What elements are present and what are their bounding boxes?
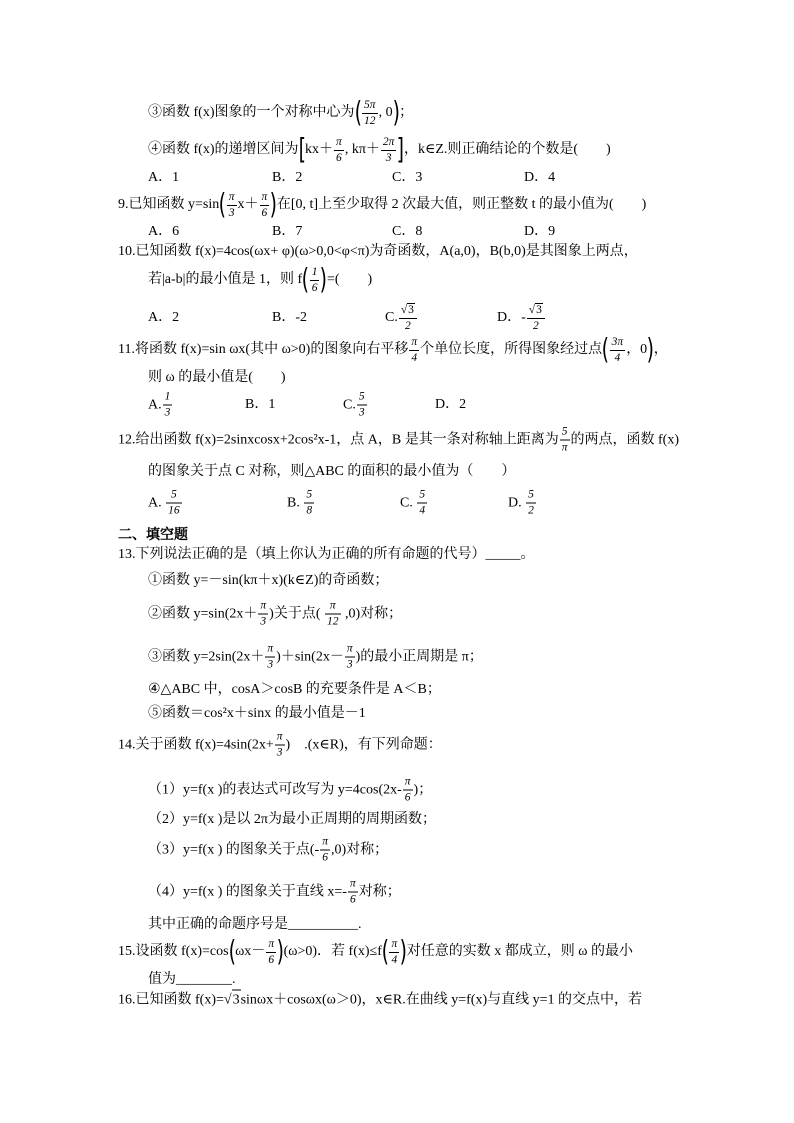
fraction-numerator: π — [329, 599, 336, 612]
radicand: 3 — [232, 990, 241, 1011]
fraction-numerator: π — [349, 877, 356, 890]
q8-statement-3 — [148, 98, 413, 128]
text-run: (ω>0)．若 f(x)≤f — [283, 944, 382, 959]
text-run: 若|a-b|的最小值是 1，则 f — [148, 272, 303, 287]
bracket: ( — [601, 333, 610, 366]
q8-statement-4 — [148, 135, 611, 165]
text-run: D．9 — [524, 224, 556, 239]
q13-item-2 — [148, 600, 402, 629]
fraction-numerator: π — [391, 937, 398, 950]
fraction — [403, 776, 413, 805]
fraction-denominator: π — [561, 441, 568, 454]
fraction — [417, 489, 427, 518]
option-c — [385, 303, 418, 333]
fraction-numerator: π — [261, 190, 268, 203]
radical-sign: √ — [400, 304, 408, 316]
text-run: 的图象关于点 C 对称，则△ABC 的面积的最小值为（ ） — [148, 464, 516, 479]
fraction — [357, 391, 367, 420]
text-run: 个单位长度，所得图象经过点 — [420, 342, 603, 357]
fraction — [163, 391, 173, 420]
fraction-numerator: π — [268, 937, 275, 950]
fraction-numerator: 5 — [528, 488, 534, 501]
square-root — [224, 990, 241, 1011]
text-run: D．- — [497, 310, 526, 325]
fraction — [275, 731, 285, 760]
fraction — [304, 489, 314, 518]
fraction-denominator: 6 — [403, 790, 413, 805]
text-run: ， — [653, 342, 668, 357]
text-run: 的两点，函数 f(x) — [570, 432, 680, 447]
option-c — [392, 222, 422, 242]
q11-stem-line-1 — [118, 335, 668, 365]
q14-item-1 — [148, 776, 432, 805]
text-run: D. — [508, 495, 526, 510]
fraction-denominator: 3 — [345, 657, 355, 672]
fraction-numerator: π — [411, 335, 418, 348]
fraction-denominator: 3 — [227, 205, 237, 220]
bracket: ( — [228, 935, 236, 968]
fraction-numerator — [399, 303, 417, 318]
fraction-denominator: 3 — [164, 406, 171, 419]
text-run: C. — [400, 495, 417, 510]
fraction — [527, 303, 545, 333]
text-run: B．2 — [272, 170, 303, 185]
text-run: )关于点( — [269, 606, 324, 621]
text-run: A．1 — [148, 170, 180, 185]
fraction — [325, 600, 341, 629]
fraction-denominator: 6 — [311, 281, 318, 294]
q13-item-5 — [148, 704, 366, 724]
radical-sign: √ — [528, 304, 536, 316]
fraction — [399, 303, 417, 333]
q16-stem-line-1 — [118, 990, 642, 1011]
fraction-denominator: 2 — [527, 318, 545, 333]
bracket: ( — [381, 935, 389, 968]
option-a — [148, 168, 179, 188]
text-run: 在[0, t]上至少取得 2 次最大值，则正整数 t 的最小值为( ) — [276, 197, 647, 212]
text-run: 15.设函数 f(x)=cos — [118, 944, 229, 959]
text-run: x＋ — [237, 197, 259, 212]
text-run: 11.将函数 f(x)=sin ωx(其中 ω>0)的图象向右平移 — [118, 342, 409, 357]
q13-item-1 — [148, 571, 388, 591]
fraction — [409, 336, 419, 365]
text-run: , 0 — [378, 105, 393, 120]
option-a — [148, 391, 173, 420]
fraction-denominator: 6 — [320, 850, 330, 865]
q14-answer-line — [148, 915, 362, 935]
text-run: ，0 — [626, 342, 648, 357]
q14-item-4 — [148, 878, 401, 907]
text-run: B. — [287, 495, 304, 510]
bracket: ) — [646, 333, 655, 366]
option-b — [245, 395, 275, 415]
fraction-numerator: π — [336, 135, 342, 148]
text-run: （4）y=f(x ) 的图象关于直线 x=- — [148, 884, 347, 899]
fraction — [166, 489, 182, 518]
text-run: ) .(x∈R)，有下列命题： — [285, 737, 442, 752]
text-run: C. — [343, 397, 356, 412]
text-run: ,0)对称； — [341, 606, 403, 621]
radical-sign: √ — [223, 992, 232, 1008]
q13-item-3 — [148, 643, 483, 672]
fraction — [381, 136, 397, 165]
text-run: ⑤函数＝cos²x＋sinx 的最小值是－1 — [148, 706, 366, 721]
option-d — [508, 489, 537, 518]
text-run: 12.给出函数 f(x)=2sinxcosx+2cos²x-1，点 A，B 是其一条对称轴上距离为 — [118, 432, 559, 447]
text-run: 值为________. — [148, 972, 236, 987]
text-run: ③函数 f(x)图象的一个对称中心为 — [148, 105, 355, 120]
fraction-denominator: 3 — [358, 406, 365, 419]
text-run: C．8 — [392, 224, 423, 239]
fraction-denominator: 4 — [419, 504, 426, 517]
text-run: =( ) — [327, 272, 373, 287]
fraction-denominator: 4 — [389, 952, 399, 967]
text-run: ωx－ — [235, 944, 266, 959]
text-run: ①函数 y=－sin(kπ＋x)(k∈Z)的奇函数； — [148, 573, 389, 588]
fraction-numerator: 5π — [364, 98, 376, 111]
text-run: ③函数 y=2sin(2x＋ — [148, 649, 265, 664]
text-run: )＋sin(2x－ — [276, 649, 344, 664]
fraction — [334, 136, 344, 165]
text-run: B．7 — [272, 224, 303, 239]
option-b — [272, 222, 302, 242]
text-run: A. — [148, 495, 166, 510]
fraction — [265, 643, 275, 672]
text-run: ； — [399, 105, 414, 120]
text-run: ，k∈Z.则正确结论的个数是( ) — [403, 142, 611, 157]
bracket: ) — [320, 263, 328, 296]
text-run: 14.关于函数 f(x)=4sin(2x+ — [118, 737, 274, 752]
text-run: 其中正确的命题序号是__________. — [148, 917, 362, 932]
q15-stem-line-2 — [148, 970, 236, 990]
fraction-numerator: π — [322, 835, 328, 848]
fraction-numerator: 3π — [611, 335, 624, 348]
text-run: 则 ω 的最小值是( ) — [148, 370, 286, 385]
fraction-numerator: 2π — [382, 135, 395, 148]
radicand: 3 — [408, 304, 414, 316]
fraction-denominator: 6 — [334, 150, 344, 165]
fraction-denominator: 2 — [399, 318, 417, 333]
option-b — [272, 308, 307, 328]
option-c — [392, 168, 422, 188]
text-run: C．3 — [392, 170, 423, 185]
q13-item-4 — [148, 680, 441, 700]
text-run: kx＋ — [305, 142, 334, 157]
text-run: D．2 — [435, 397, 467, 412]
fraction-denominator: 8 — [306, 504, 313, 517]
text-run: A．2 — [148, 310, 180, 325]
text-run: B．1 — [245, 397, 276, 412]
fraction-denominator: 3 — [265, 657, 275, 672]
text-run: 9.已知函数 y=sin — [118, 197, 220, 212]
q10-stem-line-1 — [118, 242, 638, 262]
fraction — [560, 426, 570, 455]
q14-stem — [118, 731, 442, 760]
q11-stem-line-2 — [148, 368, 286, 388]
text-run: C. — [385, 310, 398, 325]
bracket: ( — [301, 263, 310, 296]
option-a — [148, 308, 179, 328]
fraction — [266, 938, 276, 967]
fraction-numerator: 1 — [164, 390, 171, 403]
text-run: B．-2 — [272, 310, 307, 325]
fraction-denominator: 2 — [528, 504, 534, 517]
fraction-numerator: 5 — [419, 488, 426, 501]
fraction-numerator: 5 — [171, 488, 177, 501]
text-run: A. — [148, 397, 162, 412]
text-run: )的最小正周期是 π； — [355, 649, 483, 664]
fraction-denominator: 12 — [327, 615, 339, 628]
fraction-denominator: 16 — [168, 504, 180, 517]
bracket: ( — [218, 188, 227, 221]
text-run: ④△ABC 中，cosA＞cosB 的充要条件是 A＜B； — [148, 682, 441, 697]
fraction — [310, 266, 320, 295]
option-d — [524, 222, 555, 242]
fraction — [526, 489, 536, 518]
option-a — [148, 489, 183, 518]
option-a — [148, 222, 179, 242]
bracket: ] — [396, 133, 405, 166]
fraction-numerator: 5 — [561, 425, 568, 438]
text-run: D．4 — [524, 170, 556, 185]
option-c — [343, 391, 368, 420]
fraction — [320, 836, 330, 865]
text-run: 对称； — [358, 884, 401, 899]
option-d — [435, 395, 466, 415]
fraction-numerator: π — [267, 642, 274, 655]
fraction — [260, 191, 270, 220]
text-run: A．6 — [148, 224, 180, 239]
text-run: （2）y=f(x )是以 2π为最小正周期的周期函数； — [148, 812, 436, 827]
bracket: ) — [392, 96, 400, 129]
bracket: ) — [399, 935, 408, 968]
fraction — [227, 191, 237, 220]
fraction — [610, 336, 626, 365]
text-run: 二、填空题 — [118, 527, 188, 543]
fraction-numerator — [527, 303, 545, 318]
fraction — [258, 600, 268, 629]
fraction-numerator: 1 — [311, 265, 318, 278]
fraction — [362, 99, 378, 128]
text-run: ④函数 f(x)的递增区间为 — [148, 142, 299, 157]
text-run: 对任意的实数 x 都成立，则 ω 的最小 — [406, 944, 633, 959]
text-run: ②函数 y=sin(2x＋ — [148, 606, 258, 621]
option-b — [272, 168, 302, 188]
q9-stem — [118, 190, 646, 220]
fraction-denominator: 3 — [275, 745, 285, 760]
text-run: （3）y=f(x ) 的图象关于点(- — [148, 842, 320, 857]
text-run: 10.已知函数 f(x)=4cos(ωx+ φ)(ω>0,0<φ<π)为奇函数，A(a,0)，B(b,0)是其图象上两点， — [118, 244, 638, 259]
fraction — [345, 643, 355, 672]
q12-stem-line-1 — [118, 426, 679, 455]
fraction — [389, 938, 399, 967]
text-run: sinωx＋cosωx(ω＞0)，x∈R.在曲线 y=f(x)与直线 y=1 的交点中，若 — [240, 992, 643, 1007]
fraction-numerator: π — [346, 642, 353, 655]
fraction-numerator: 5 — [358, 390, 365, 403]
option-d — [524, 168, 555, 188]
fraction-numerator: π — [276, 730, 283, 743]
q14-item-3 — [148, 836, 388, 865]
bracket: ) — [269, 188, 278, 221]
radicand: 3 — [536, 304, 542, 316]
fraction-denominator: 4 — [610, 350, 626, 365]
fraction-denominator: 4 — [409, 350, 419, 365]
fraction-numerator: π — [260, 599, 267, 612]
fraction-denominator: 6 — [266, 952, 276, 967]
fraction-numerator: 5 — [306, 488, 313, 501]
q10-stem-line-2 — [148, 265, 372, 295]
text-run: （1）y=f(x )的表达式可改写为 y=4cos(2x- — [148, 782, 402, 797]
section-heading-fill-in — [118, 525, 188, 545]
fraction-denominator: 6 — [348, 892, 358, 907]
text-run: 13.下列说法正确的是（填上你认为正确的所有命题的代号）_____。 — [118, 547, 535, 562]
fraction-numerator: π — [404, 775, 411, 788]
option-b — [287, 489, 315, 518]
text-run: 16.已知函数 f(x)= — [118, 992, 224, 1007]
text-run: )； — [413, 782, 433, 797]
option-d — [497, 303, 546, 333]
fraction — [348, 878, 358, 907]
fraction-numerator: π — [228, 190, 235, 203]
text-run: , kπ＋ — [344, 142, 380, 157]
fraction-denominator: 3 — [258, 614, 268, 629]
fraction-denominator: 12 — [362, 113, 378, 128]
q15-stem-line-1 — [118, 937, 633, 967]
bracket: ( — [354, 96, 362, 129]
option-c — [400, 489, 428, 518]
bracket: ) — [276, 935, 285, 968]
q12-stem-line-2 — [148, 462, 515, 482]
fraction-denominator: 3 — [381, 150, 397, 165]
text-run: ,0)对称； — [330, 842, 389, 857]
fraction-denominator: 6 — [260, 205, 270, 220]
q13-stem — [118, 545, 535, 565]
bracket: [ — [298, 133, 306, 166]
q14-item-2 — [148, 810, 436, 830]
